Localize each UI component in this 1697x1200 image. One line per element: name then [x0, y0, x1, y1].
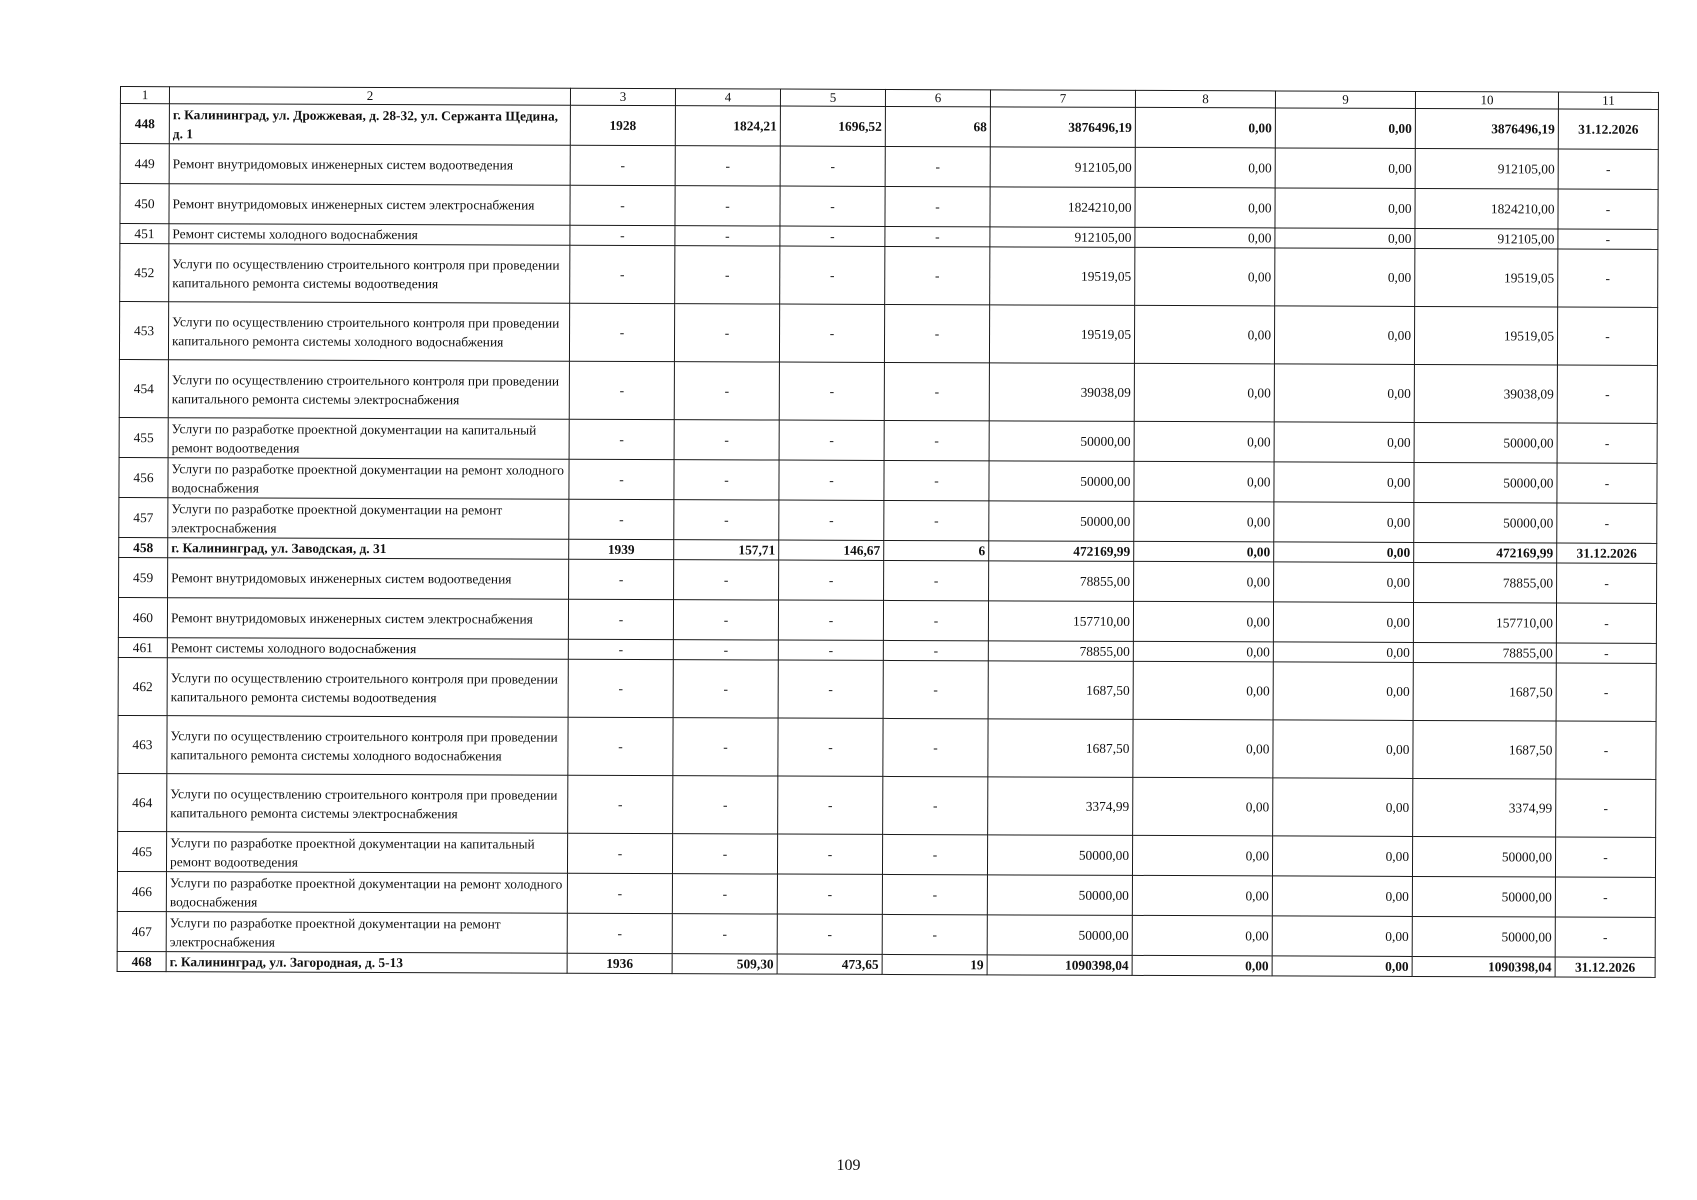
cost-other-cell: 0,00 [1273, 778, 1413, 837]
area-cell: 1696,52 [780, 106, 885, 146]
description-cell: Услуги по осуществлению строительного контроля при проведении капитального ремонта системы водоотведения [169, 244, 570, 304]
cost-fund-cell: 0,00 [1135, 247, 1275, 306]
cost-total-cell: 157710,00 [988, 601, 1133, 642]
cost-total-cell: 1687,50 [988, 719, 1133, 778]
repair-program-table [117, 86, 1659, 978]
deadline-cell: - [1557, 563, 1657, 603]
work-item-row [120, 244, 1658, 308]
row-number-cell: 456 [119, 457, 168, 497]
area-cell: - [674, 304, 779, 362]
work-item-row [117, 831, 1655, 877]
column-header: 1 [120, 87, 169, 104]
cost-total-cell: 19519,05 [990, 247, 1135, 306]
area-cell: 473,65 [777, 954, 882, 974]
area-cell: - [779, 460, 884, 500]
column-header: 2 [169, 87, 570, 106]
cost-owners-cell: 912105,00 [1415, 148, 1558, 189]
work-item-row [119, 457, 1657, 503]
cost-other-cell: 0,00 [1274, 422, 1414, 463]
cost-total-cell: 50000,00 [989, 501, 1134, 542]
cost-other-cell: 0,00 [1275, 148, 1415, 189]
cost-other-cell: 0,00 [1275, 228, 1415, 249]
cost-total-cell: 78855,00 [989, 561, 1134, 602]
cost-fund-cell: 0,00 [1135, 187, 1275, 228]
count-cell: - [884, 500, 989, 540]
area-cell: - [778, 600, 883, 640]
count-cell: - [885, 246, 990, 304]
row-number-cell: 455 [119, 417, 168, 457]
cost-total-cell: 50000,00 [987, 835, 1132, 876]
deadline-cell: - [1558, 249, 1658, 307]
address-row [120, 104, 1658, 150]
deadline-cell: - [1556, 779, 1656, 837]
count-cell: - [885, 146, 990, 186]
column-header: 10 [1415, 91, 1558, 109]
table-body [117, 104, 1658, 978]
cost-fund-cell: 0,00 [1134, 501, 1274, 542]
row-number-cell: 460 [118, 597, 167, 637]
deadline-cell: - [1557, 503, 1657, 543]
row-number-cell: 450 [120, 184, 169, 224]
deadline-cell: - [1556, 721, 1656, 779]
cost-fund-cell: 0,00 [1135, 107, 1275, 148]
cost-fund-cell: 0,00 [1133, 601, 1273, 642]
work-item-row [120, 184, 1658, 230]
year-cell: 1936 [567, 953, 672, 973]
area-cell: - [672, 874, 777, 914]
cost-fund-cell: 0,00 [1133, 661, 1273, 720]
deadline-cell: - [1557, 423, 1657, 463]
row-number-cell: 453 [119, 302, 168, 360]
cost-total-cell: 19519,05 [989, 305, 1134, 364]
area-cell: - [672, 914, 777, 954]
row-number-cell: 457 [119, 497, 168, 537]
row-number-cell: 459 [119, 557, 168, 597]
area-cell: 509,30 [672, 954, 777, 974]
description-cell: Услуги по разработке проектной документации на ремонт электроснабжения [166, 912, 567, 954]
column-header: 8 [1135, 90, 1275, 108]
cost-total-cell: 50000,00 [987, 915, 1132, 956]
description-cell: Услуги по осуществлению строительного контроля при проведении капитального ремонта системы электроснабжения [168, 360, 569, 420]
cost-fund-cell: 0,00 [1134, 561, 1274, 602]
row-number-cell: 452 [120, 244, 169, 302]
year-cell: - [570, 145, 675, 185]
cost-owners-cell: 472169,99 [1414, 542, 1557, 563]
area-cell: - [780, 226, 885, 246]
area-cell: - [779, 304, 884, 362]
deadline-cell: 31.12.2026 [1555, 957, 1655, 977]
year-cell: - [569, 303, 674, 361]
cost-fund-cell: 0,00 [1134, 541, 1274, 562]
year-cell: - [567, 913, 672, 953]
cost-owners-cell: 1824210,00 [1415, 188, 1558, 229]
description-cell: Ремонт внутридомовых инженерных систем водоотведения [168, 558, 569, 600]
row-number-cell: 468 [117, 951, 166, 971]
cost-owners-cell: 19519,05 [1415, 248, 1558, 307]
deadline-cell: 31.12.2026 [1557, 543, 1657, 563]
deadline-cell: - [1557, 463, 1657, 503]
row-number-cell: 451 [120, 224, 169, 244]
area-cell: - [779, 560, 884, 600]
year-cell: - [570, 225, 675, 245]
area-cell: 146,67 [779, 540, 884, 560]
row-number-cell: 466 [117, 871, 166, 911]
count-cell: - [883, 718, 988, 776]
deadline-cell: - [1558, 229, 1658, 249]
count-cell: 19 [882, 954, 987, 974]
column-header: 3 [570, 88, 675, 105]
column-header: 5 [780, 89, 885, 106]
description-cell: Услуги по осуществлению строительного контроля при проведении капитального ремонта системы холодного водоснабжения [168, 302, 569, 362]
cost-other-cell: 0,00 [1274, 364, 1414, 423]
year-cell: - [568, 599, 673, 639]
area-cell: - [779, 500, 884, 540]
year-cell: - [569, 459, 674, 499]
deadline-cell: - [1556, 643, 1656, 663]
column-header: 11 [1558, 92, 1658, 109]
cost-total-cell: 1824210,00 [990, 187, 1135, 228]
deadline-cell: - [1555, 837, 1655, 877]
cost-total-cell: 1687,50 [988, 661, 1133, 720]
cost-other-cell: 0,00 [1272, 836, 1412, 877]
area-cell: - [778, 776, 883, 834]
row-number-cell: 463 [118, 715, 167, 773]
area-cell: - [780, 246, 885, 304]
cost-other-cell: 0,00 [1274, 502, 1414, 543]
cost-other-cell: 0,00 [1275, 248, 1415, 307]
cost-owners-cell: 78855,00 [1414, 562, 1557, 603]
cost-other-cell: 0,00 [1273, 720, 1413, 779]
area-cell: - [780, 146, 885, 186]
area-cell: - [778, 640, 883, 660]
cost-owners-cell: 3876496,19 [1415, 108, 1558, 149]
count-cell: - [884, 560, 989, 600]
row-number-cell: 461 [118, 637, 167, 657]
year-cell: - [567, 873, 672, 913]
page-number: 109 [836, 1157, 861, 1174]
cost-other-cell: 0,00 [1272, 956, 1412, 977]
description-cell: Ремонт внутридомовых инженерных систем электроснабжения [169, 184, 570, 226]
description-cell: г. Калининград, ул. Загородная, д. 5-13 [166, 952, 567, 974]
area-cell: - [674, 560, 779, 600]
area-cell: - [675, 146, 780, 186]
deadline-cell: - [1557, 365, 1657, 423]
year-cell: - [569, 419, 674, 459]
cost-owners-cell: 50000,00 [1414, 502, 1557, 543]
cost-fund-cell: 0,00 [1134, 421, 1274, 462]
cost-fund-cell: 0,00 [1134, 363, 1274, 422]
cost-owners-cell: 50000,00 [1414, 462, 1557, 503]
count-cell: - [883, 660, 988, 718]
count-cell: - [884, 420, 989, 460]
row-number-cell: 467 [117, 911, 166, 951]
year-cell: - [570, 245, 675, 303]
deadline-cell: - [1556, 663, 1656, 721]
description-cell: Услуги по разработке проектной документации на капитальный ремонт водоотведения [166, 832, 567, 874]
count-cell: - [885, 226, 990, 246]
cost-owners-cell: 912105,00 [1415, 228, 1558, 249]
description-cell: Услуги по осуществлению строительного контроля при проведении капитального ремонта системы электроснабжения [167, 774, 568, 834]
area-cell: - [673, 600, 778, 640]
area-cell: - [778, 718, 883, 776]
cost-fund-cell: 0,00 [1135, 147, 1275, 188]
cost-owners-cell: 19519,05 [1414, 306, 1557, 365]
area-cell: - [673, 660, 778, 718]
work-item-row [119, 417, 1657, 463]
area-cell: - [779, 420, 884, 460]
work-item-row [118, 773, 1656, 837]
column-header: 7 [990, 90, 1135, 108]
cost-total-cell: 472169,99 [989, 541, 1134, 562]
deadline-cell: - [1556, 603, 1656, 643]
area-cell: - [674, 460, 779, 500]
cost-total-cell: 39038,09 [989, 363, 1134, 422]
description-cell: Ремонт внутридомовых инженерных систем водоотведения [169, 144, 570, 186]
deadline-cell: - [1558, 149, 1658, 189]
description-cell: г. Калининград, ул. Заводская, д. 31 [168, 538, 569, 560]
cost-owners-cell: 50000,00 [1412, 876, 1555, 917]
cost-total-cell: 50000,00 [989, 421, 1134, 462]
cost-fund-cell: 0,00 [1132, 835, 1272, 876]
year-cell: - [568, 659, 673, 717]
count-cell: - [883, 776, 988, 834]
work-item-row [120, 144, 1658, 190]
year-cell: - [567, 833, 672, 873]
cost-total-cell: 50000,00 [987, 875, 1132, 916]
cost-other-cell: 0,00 [1274, 542, 1414, 563]
description-cell: Ремонт внутридомовых инженерных систем электроснабжения [167, 598, 568, 640]
cost-fund-cell: 0,00 [1133, 641, 1273, 662]
cost-total-cell: 3876496,19 [990, 107, 1135, 148]
count-cell: - [885, 186, 990, 226]
row-number-cell: 465 [117, 831, 166, 871]
cost-other-cell: 0,00 [1274, 562, 1414, 603]
area-cell: 157,71 [674, 540, 779, 560]
row-number-cell: 449 [120, 144, 169, 184]
cost-fund-cell: 0,00 [1133, 719, 1273, 778]
area-cell: - [674, 362, 779, 420]
cost-fund-cell: 0,00 [1134, 305, 1274, 364]
deadline-cell: 31.12.2026 [1558, 109, 1658, 149]
count-cell: - [882, 914, 987, 954]
cost-owners-cell: 1090398,04 [1412, 956, 1555, 977]
description-cell: Услуги по разработке проектной документации на ремонт холодного водоснабжения [168, 458, 569, 500]
description-cell: Ремонт системы холодного водоснабжения [169, 224, 570, 246]
area-cell: - [672, 834, 777, 874]
cost-total-cell: 78855,00 [988, 641, 1133, 662]
deadline-cell: - [1557, 307, 1657, 365]
cost-fund-cell: 0,00 [1133, 777, 1273, 836]
deadline-cell: - [1558, 189, 1658, 229]
count-cell: - [884, 304, 989, 362]
cost-other-cell: 0,00 [1272, 876, 1412, 917]
area-cell: - [673, 640, 778, 660]
year-cell: 1928 [570, 105, 675, 145]
count-cell: - [883, 600, 988, 640]
cost-fund-cell: 0,00 [1132, 955, 1272, 976]
area-cell: - [778, 660, 883, 718]
cost-total-cell: 50000,00 [989, 461, 1134, 502]
year-cell: - [569, 361, 674, 419]
description-cell: г. Калининград, ул. Дрожжевая, д. 28-32, ул. Сержанта Щедина, д. 1 [169, 104, 570, 146]
row-number-cell: 462 [118, 657, 167, 715]
cost-other-cell: 0,00 [1273, 662, 1413, 721]
cost-owners-cell: 50000,00 [1414, 422, 1557, 463]
area-cell: 1824,21 [675, 106, 780, 146]
count-cell: - [882, 834, 987, 874]
count-cell: 68 [885, 106, 990, 146]
cost-other-cell: 0,00 [1275, 108, 1415, 149]
work-item-row [119, 359, 1657, 423]
cost-owners-cell: 1687,50 [1413, 720, 1556, 779]
work-item-row [119, 497, 1657, 543]
cost-other-cell: 0,00 [1273, 642, 1413, 663]
area-cell: - [777, 914, 882, 954]
work-item-row [118, 715, 1656, 779]
year-cell: - [570, 185, 675, 225]
cost-owners-cell: 78855,00 [1413, 642, 1556, 663]
description-cell: Услуги по разработке проектной документации на капитальный ремонт водоотведения [168, 418, 569, 460]
area-cell: - [675, 226, 780, 246]
area-cell: - [777, 874, 882, 914]
area-cell: - [673, 776, 778, 834]
row-number-cell: 448 [120, 104, 169, 144]
work-item-row [118, 657, 1656, 721]
column-header: 6 [885, 89, 990, 106]
cost-owners-cell: 1687,50 [1413, 662, 1556, 721]
count-cell: 6 [884, 540, 989, 560]
cost-fund-cell: 0,00 [1135, 227, 1275, 248]
year-cell: - [568, 639, 673, 659]
year-cell: - [569, 559, 674, 599]
description-cell: Услуги по осуществлению строительного контроля при проведении капитального ремонта системы водоотведения [167, 658, 568, 718]
column-header: 9 [1275, 91, 1415, 109]
row-number-cell: 454 [119, 359, 168, 417]
count-cell: - [884, 362, 989, 420]
cost-other-cell: 0,00 [1274, 306, 1414, 365]
cost-owners-cell: 39038,09 [1414, 364, 1557, 423]
row-number-cell: 464 [118, 773, 167, 831]
year-cell: - [568, 775, 673, 833]
work-item-row [117, 871, 1655, 917]
year-cell: - [569, 499, 674, 539]
cost-total-cell: 3374,99 [988, 777, 1133, 836]
area-cell: - [777, 834, 882, 874]
column-header: 4 [675, 89, 780, 106]
cost-fund-cell: 0,00 [1134, 461, 1274, 502]
cost-total-cell: 912105,00 [990, 227, 1135, 248]
area-cell: - [780, 186, 885, 226]
area-cell: - [674, 500, 779, 540]
cost-owners-cell: 157710,00 [1413, 602, 1556, 643]
work-item-row [119, 557, 1657, 603]
description-cell: Ремонт системы холодного водоснабжения [167, 638, 568, 660]
cost-fund-cell: 0,00 [1132, 875, 1272, 916]
cost-total-cell: 912105,00 [990, 147, 1135, 188]
cost-owners-cell: 50000,00 [1412, 916, 1555, 957]
area-cell: - [673, 718, 778, 776]
cost-fund-cell: 0,00 [1132, 915, 1272, 956]
work-item-row [119, 302, 1657, 366]
cost-other-cell: 0,00 [1272, 916, 1412, 957]
deadline-cell: - [1555, 917, 1655, 957]
work-item-row [118, 597, 1656, 643]
description-cell: Услуги по осуществлению строительного контроля при проведении капитального ремонта системы холодного водоснабжения [167, 716, 568, 776]
area-cell: - [675, 246, 780, 304]
work-item-row [117, 911, 1655, 957]
description-cell: Услуги по разработке проектной документации на ремонт холодного водоснабжения [166, 872, 567, 914]
year-cell: - [568, 717, 673, 775]
cost-owners-cell: 50000,00 [1412, 836, 1555, 877]
row-number-cell: 458 [119, 537, 168, 557]
description-cell: Услуги по разработке проектной документации на ремонт электроснабжения [168, 498, 569, 540]
area-cell: - [779, 362, 884, 420]
area-cell: - [675, 186, 780, 226]
count-cell: - [884, 460, 989, 500]
cost-total-cell: 1090398,04 [987, 955, 1132, 976]
area-cell: - [674, 420, 779, 460]
deadline-cell: - [1555, 877, 1655, 917]
cost-owners-cell: 3374,99 [1413, 778, 1556, 837]
count-cell: - [882, 874, 987, 914]
count-cell: - [883, 640, 988, 660]
cost-other-cell: 0,00 [1273, 602, 1413, 643]
cost-other-cell: 0,00 [1274, 462, 1414, 503]
year-cell: 1939 [569, 539, 674, 559]
cost-other-cell: 0,00 [1275, 188, 1415, 229]
